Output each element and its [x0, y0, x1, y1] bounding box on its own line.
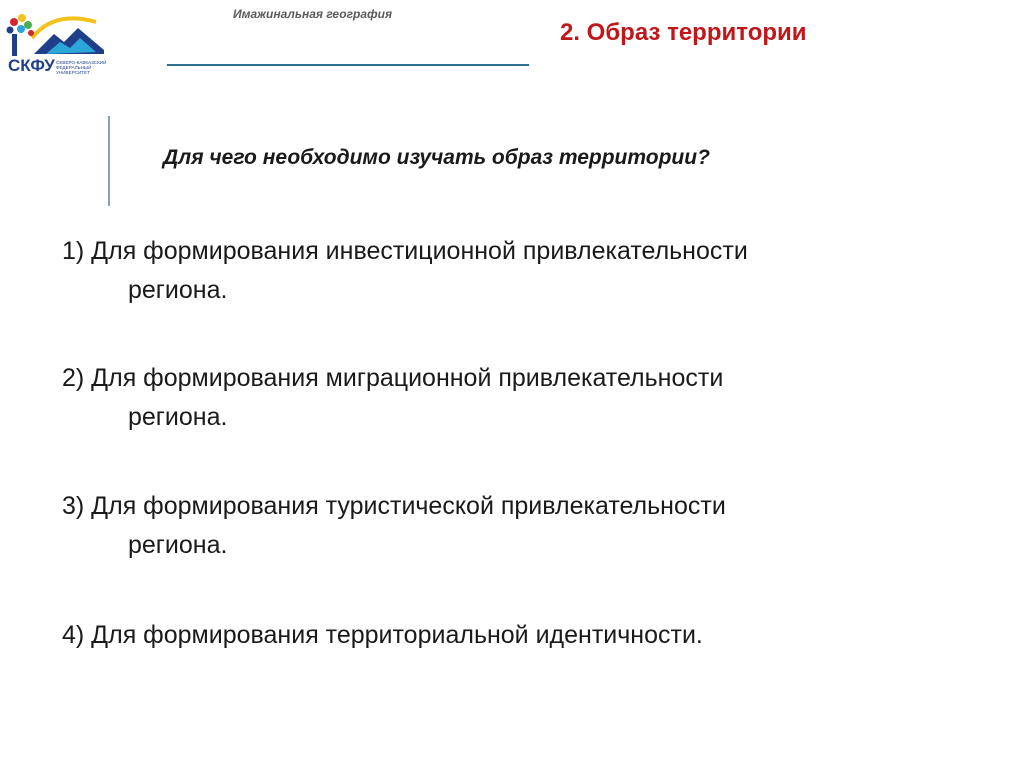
question-accent-bar [108, 116, 110, 206]
list-item [62, 487, 962, 565]
header-divider [167, 64, 529, 66]
list-item-continuation: региона. [128, 276, 228, 304]
list-item [62, 616, 962, 655]
list-item-continuation: региона. [128, 403, 228, 431]
logo-emblem-icon [4, 8, 108, 58]
logo-abbreviation: СКФУ [8, 56, 55, 75]
logo-university-name: СЕВЕРО-КАВКАЗСКИЙ ФЕДЕРАЛЬНЫЙ УНИВЕРСИТЕТ [56, 60, 107, 75]
list-item-line: 3) Для формирования туристической привлекательности [62, 492, 726, 520]
list-item-line: 2) Для формирования миграционной привлекательности [62, 364, 724, 392]
list-item [62, 232, 962, 310]
question-heading: Для чего необходимо изучать образ территории? [163, 146, 710, 169]
university-logo [4, 8, 108, 88]
list-item-continuation: региона. [128, 531, 228, 559]
list-item-line: 1) Для формирования инвестиционной привлекательности [62, 237, 748, 265]
list-item [62, 359, 962, 437]
course-label: Имажинальная география [233, 7, 393, 21]
list-item-line: 4) Для формирования территориальной идентичности. [62, 621, 703, 649]
slide-title: 2. Образ территории [560, 19, 807, 46]
